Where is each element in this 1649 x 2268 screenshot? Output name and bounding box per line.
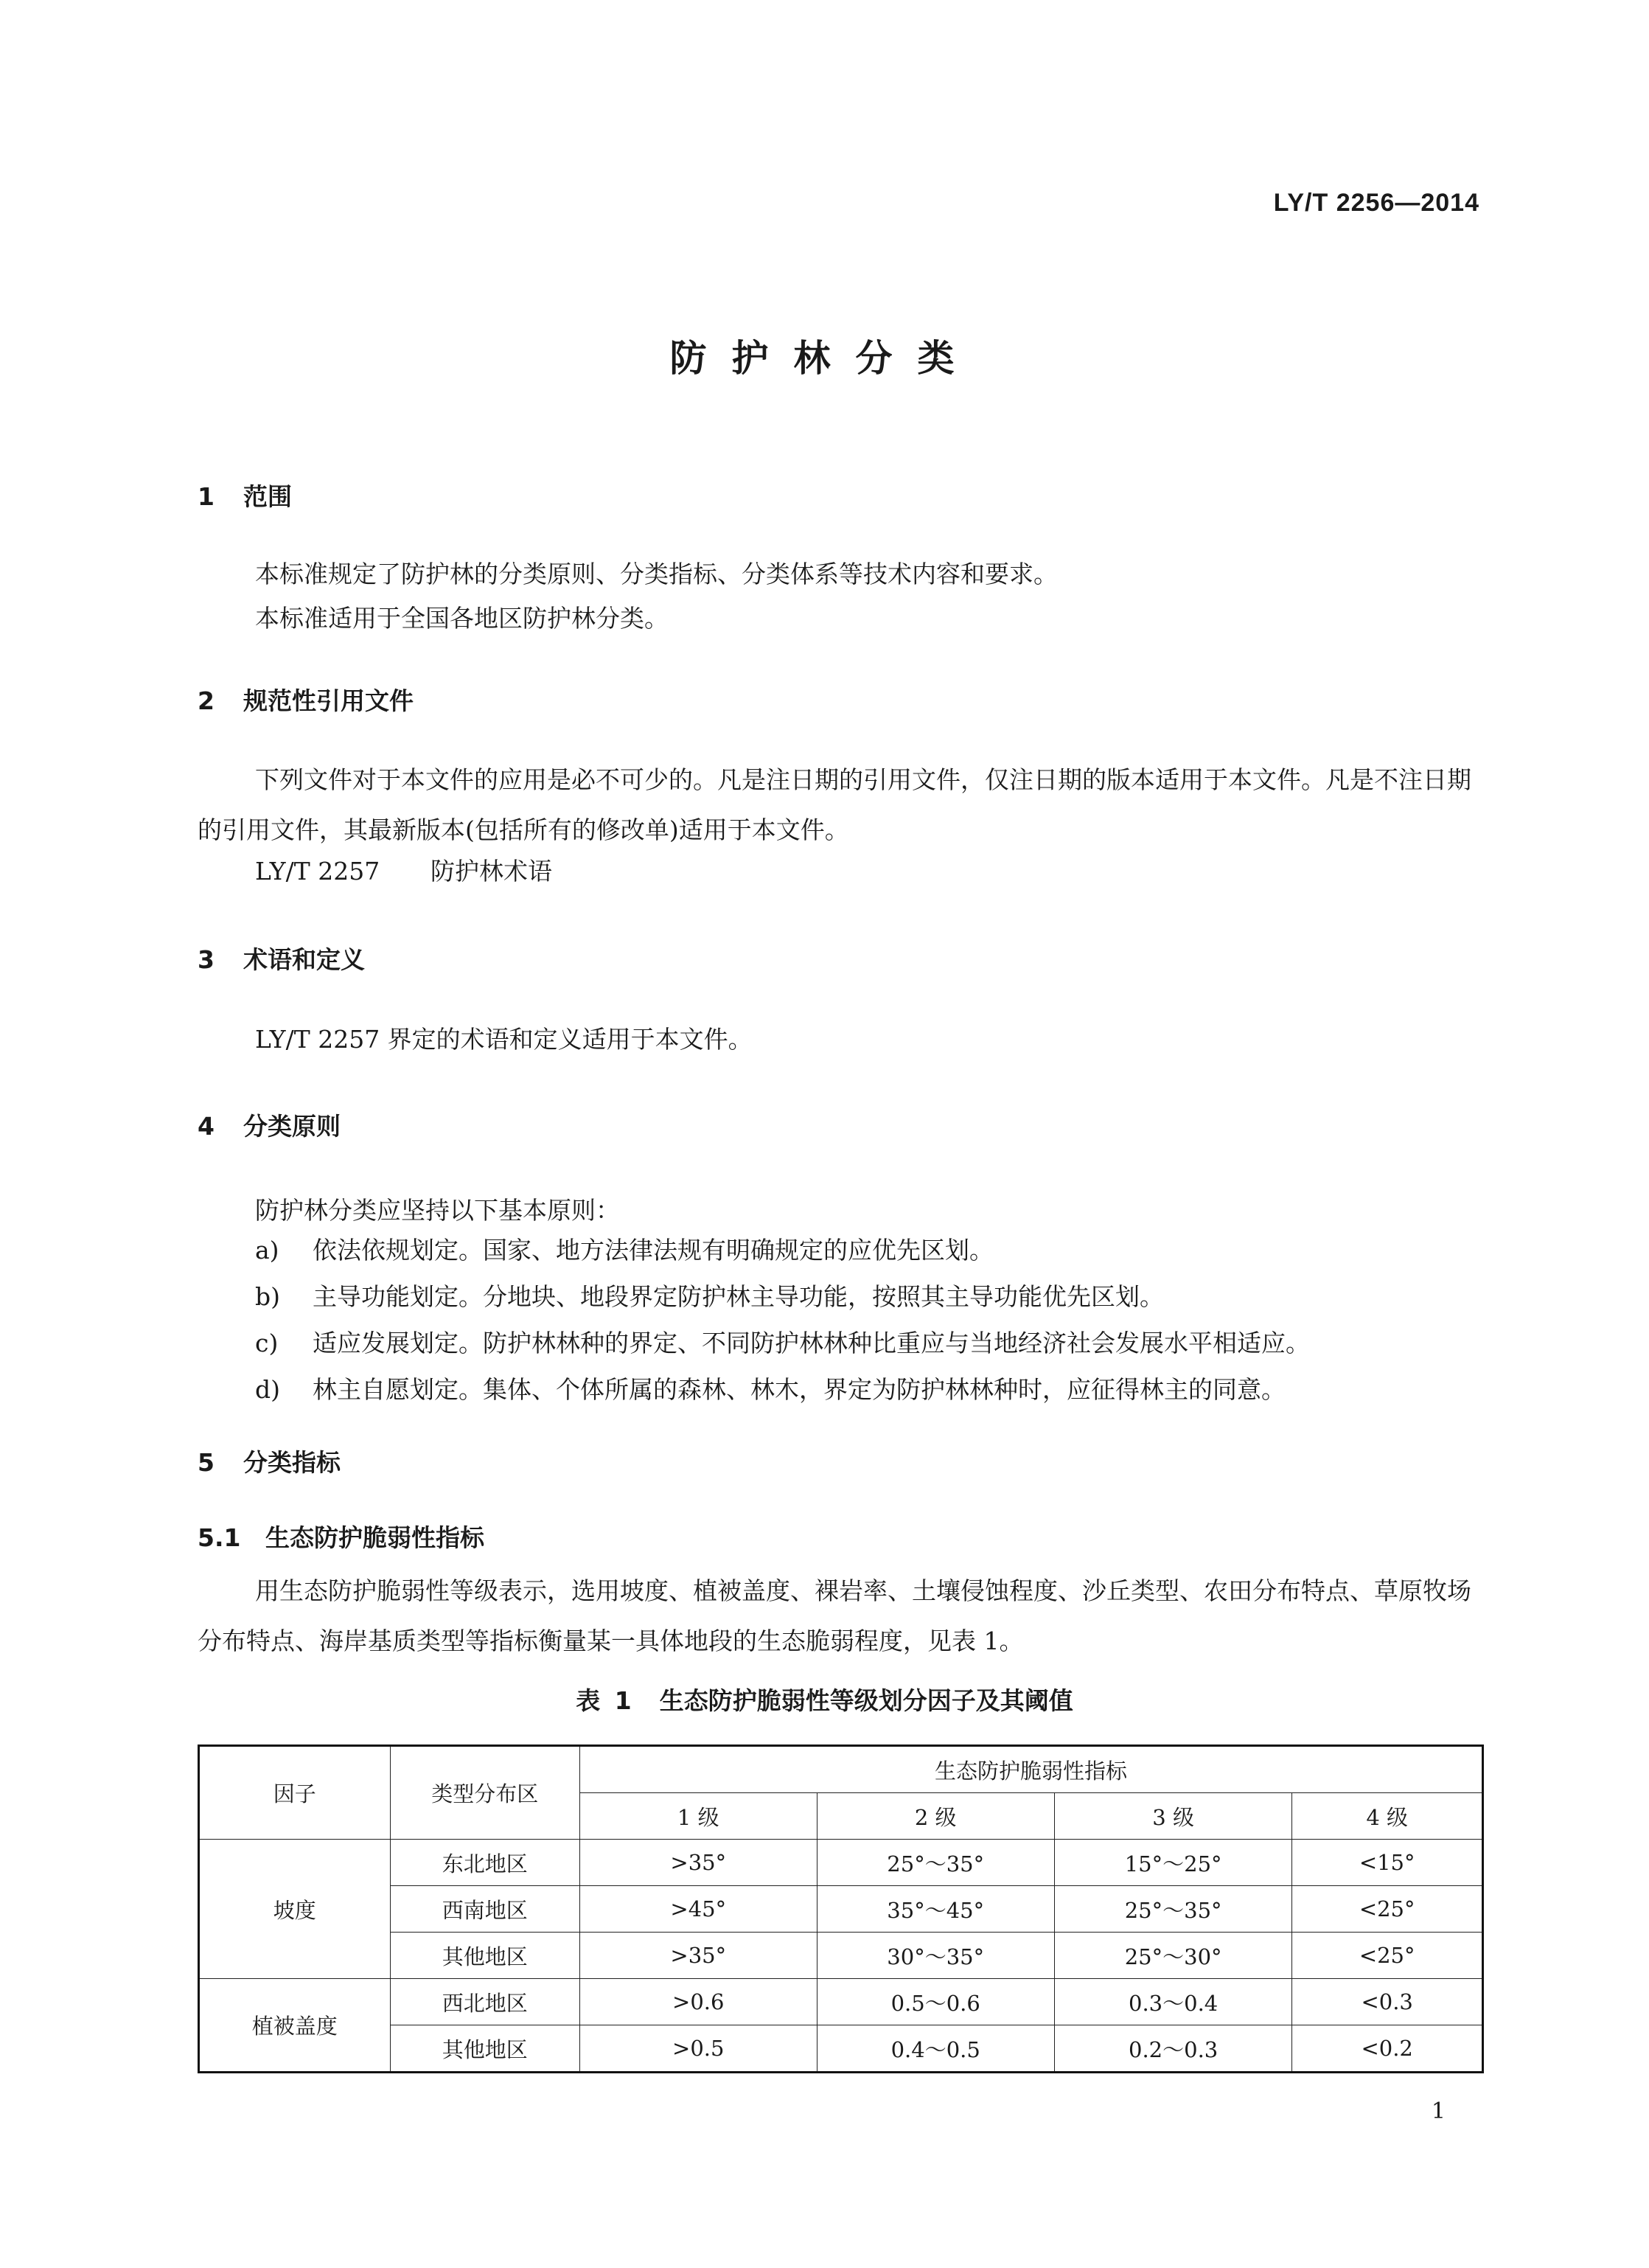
- list-marker: a): [255, 1236, 279, 1265]
- list-marker: b): [255, 1282, 280, 1311]
- section-number: 2: [198, 686, 215, 715]
- section-number: 3: [198, 945, 215, 974]
- table-row: [199, 1979, 1483, 2025]
- value-cell: 25°～30°: [1054, 1933, 1291, 1979]
- subsection-5-1-heading: [198, 1519, 484, 1554]
- header-factor: 因子: [199, 1746, 391, 1840]
- section-4-heading: [198, 1107, 341, 1142]
- section-number: 4: [198, 1112, 215, 1141]
- value-cell: 0.3～0.4: [1054, 1979, 1291, 2025]
- section-number: 1: [198, 482, 215, 511]
- table-row: [199, 2025, 1483, 2073]
- list-marker: c): [255, 1329, 279, 1357]
- value-cell: 35°～45°: [817, 1886, 1054, 1933]
- list-item: [255, 1278, 1164, 1312]
- table-row: [199, 1840, 1483, 1886]
- table-header-row: [199, 1746, 1483, 1793]
- list-item: [255, 1231, 994, 1266]
- value-cell: 0.4～0.5: [817, 2025, 1054, 2073]
- header-level: 2 级: [817, 1793, 1054, 1840]
- value-cell: 25°～35°: [817, 1840, 1054, 1886]
- section-title: 术语和定义: [243, 945, 365, 974]
- paragraph: 下列文件对于本文件的应用是必不可少的。凡是注日期的引用文件，仅注日期的版本适用于本文件。凡是不注日期的引用文件，其最新版本(包括所有的修改单)适用于本文件。: [198, 765, 1471, 844]
- header-level: 1 级: [580, 1793, 817, 1840]
- list-text: 适应发展划定。防护林林种的界定、不同防护林林种比重应与当地经济社会发展水平相适应。: [313, 1329, 1310, 1357]
- value-cell: >0.5: [580, 2025, 817, 2073]
- paragraph: 本标准适用于全国各地区防护林分类。: [255, 604, 669, 633]
- value-cell: >35°: [580, 1840, 817, 1886]
- value-cell: <25°: [1292, 1933, 1483, 1979]
- document-title: 防护林分类: [669, 337, 980, 380]
- header-level: 4 级: [1292, 1793, 1483, 1840]
- section-title: 范围: [243, 482, 292, 511]
- value-cell: <0.3: [1292, 1979, 1483, 2025]
- paragraph: LY/T 2257 界定的术语和定义适用于本文件。: [255, 1025, 753, 1054]
- list-item: [255, 1324, 1310, 1359]
- section-1-heading: [198, 478, 292, 512]
- list-item: [255, 1371, 1286, 1405]
- value-cell: 30°～35°: [817, 1933, 1054, 1979]
- paragraph: 防护林分类应坚持以下基本原则：: [255, 1196, 620, 1225]
- paragraph: 本标准规定了防护林的分类原则、分类指标、分类体系等技术内容和要求。: [255, 560, 1058, 588]
- list-marker: d): [255, 1375, 280, 1404]
- value-cell: >35°: [580, 1933, 817, 1979]
- region-cell: 西北地区: [390, 1979, 580, 2025]
- factor-cell: 坡度: [199, 1840, 391, 1979]
- table-title: 生态防护脆弱性等级划分因子及其阈值: [659, 1686, 1073, 1715]
- region-cell: 东北地区: [390, 1840, 580, 1886]
- region-cell: 其他地区: [390, 1933, 580, 1979]
- section-number: 5: [198, 1448, 215, 1477]
- table-row: [199, 1933, 1483, 1979]
- section-5-heading: [198, 1444, 341, 1478]
- paragraph: 用生态防护脆弱性等级表示，选用坡度、植被盖度、裸岩率、土壤侵蚀程度、沙丘类型、农田分布特点、草原牧场分布特点、海岸基质类型等指标衡量某一具体地段的生态脆弱程度，见表 1。: [198, 1576, 1471, 1655]
- factor-cell: 植被盖度: [199, 1979, 391, 2073]
- normative-reference: [255, 852, 552, 887]
- table-caption: [0, 1682, 1649, 1716]
- list-text: 林主自愿划定。集体、个体所属的森林、林木，界定为防护林林种时，应征得林主的同意。: [313, 1375, 1286, 1404]
- subsection-number: 5.1: [198, 1523, 241, 1552]
- value-cell: 0.2～0.3: [1054, 2025, 1291, 2073]
- page-number: 1: [1431, 2098, 1446, 2124]
- section-3-heading: [198, 941, 365, 975]
- section-title: 规范性引用文件: [243, 686, 414, 715]
- value-cell: <25°: [1292, 1886, 1483, 1933]
- subsection-title: 生态防护脆弱性指标: [265, 1523, 484, 1552]
- table-row: [199, 1886, 1483, 1933]
- reference-code: LY/T 2257: [255, 857, 380, 886]
- section-title: 分类原则: [243, 1112, 341, 1141]
- list-text: 依法依规划定。国家、地方法律法规有明确规定的应优先区划。: [313, 1236, 994, 1265]
- header-region: 类型分布区: [390, 1746, 580, 1840]
- vulnerability-table: [198, 1745, 1484, 2073]
- section-title: 分类指标: [243, 1448, 341, 1477]
- reference-title: 防护林术语: [430, 857, 552, 886]
- header-level: 3 级: [1054, 1793, 1291, 1840]
- section-2-heading: [198, 682, 414, 717]
- header-index: 生态防护脆弱性指标: [580, 1746, 1483, 1793]
- value-cell: 0.5～0.6: [817, 1979, 1054, 2025]
- table-label: 表 1: [576, 1686, 635, 1715]
- value-cell: >45°: [580, 1886, 817, 1933]
- list-text: 主导功能划定。分地块、地段界定防护林主导功能，按照其主导功能优先区划。: [313, 1282, 1164, 1311]
- value-cell: <15°: [1292, 1840, 1483, 1886]
- value-cell: 15°～25°: [1054, 1840, 1291, 1886]
- value-cell: 25°～35°: [1054, 1886, 1291, 1933]
- value-cell: >0.6: [580, 1979, 817, 2025]
- region-cell: 西南地区: [390, 1886, 580, 1933]
- region-cell: 其他地区: [390, 2025, 580, 2073]
- value-cell: <0.2: [1292, 2025, 1483, 2073]
- standard-code: LY/T 2256—2014: [1273, 189, 1479, 217]
